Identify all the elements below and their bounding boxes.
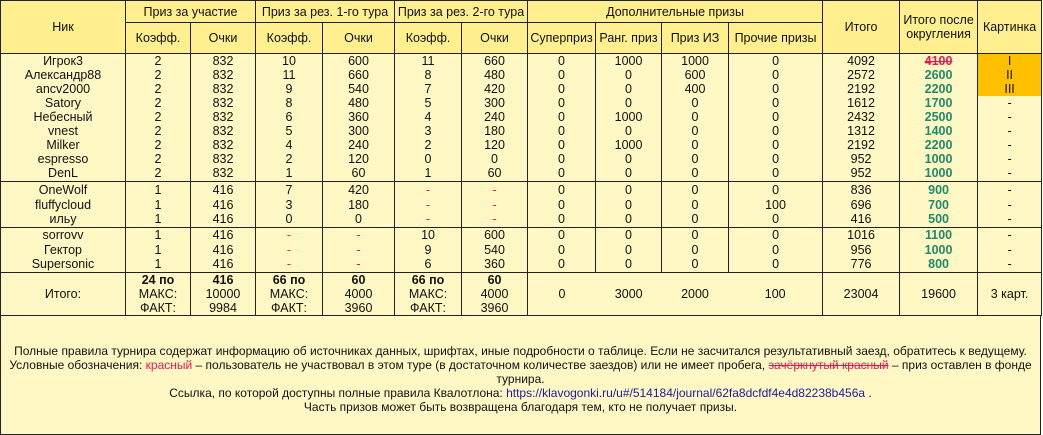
cell-nick: OneWolf xyxy=(1,182,126,198)
totals-pictures: 3 карт. xyxy=(978,273,1042,316)
cell-coef-3: 8 xyxy=(395,68,462,82)
cell-points-1: 416 xyxy=(191,227,256,243)
cell-nick: fluffycloud xyxy=(1,198,126,212)
totals-value: 416 xyxy=(212,273,234,287)
cell-rank-prize: 1000 xyxy=(596,110,662,124)
cell-points-1: 832 xyxy=(191,68,256,82)
cell-iz-prize: 400 xyxy=(662,82,729,96)
cell-total: 2572 xyxy=(823,68,900,82)
table-row xyxy=(1,124,1042,138)
cell-coef-1: 2 xyxy=(126,166,191,182)
table-row xyxy=(1,152,1042,166)
totals-rank-prize: 3000 xyxy=(614,287,643,301)
cell-coef-1: 2 xyxy=(126,96,191,110)
totals-g2-left xyxy=(256,273,323,316)
cell-iz-prize: 0 xyxy=(662,227,729,243)
header-picture: Картинка xyxy=(978,1,1042,54)
header-nick: Ник xyxy=(1,1,126,54)
cell-coef-3: - xyxy=(395,212,462,228)
cell-rounded: 4100 xyxy=(900,54,978,69)
header-points-2: Очки xyxy=(323,23,395,54)
cell-rank-prize: 1000 xyxy=(596,138,662,152)
cell-points-2: 0 xyxy=(323,212,395,228)
header-total-rounded-l2: округления xyxy=(906,27,971,41)
cell-points-3: 600 xyxy=(462,227,528,243)
header-rank-prize: Ранг. приз xyxy=(596,23,662,54)
table-row xyxy=(1,138,1042,152)
table-body xyxy=(1,54,1042,273)
cell-points-1: 416 xyxy=(191,243,256,257)
cell-iz-prize: 0 xyxy=(662,198,729,212)
cell-superprize: 0 xyxy=(528,54,596,69)
cell-total: 2432 xyxy=(823,110,900,124)
cell-superprize: 0 xyxy=(528,166,596,182)
cell-coef-2: - xyxy=(256,227,323,243)
header-total-rounded xyxy=(900,1,978,54)
table-row xyxy=(1,243,1042,257)
cell-other-prizes: 0 xyxy=(729,212,823,228)
notes-line-link xyxy=(1,386,1040,400)
cell-points-1: 832 xyxy=(191,96,256,110)
cell-iz-prize: 0 xyxy=(662,243,729,257)
totals-g3-left xyxy=(395,273,462,316)
cell-points-1: 832 xyxy=(191,152,256,166)
cell-points-3: 180 xyxy=(462,124,528,138)
cell-total: 2192 xyxy=(823,138,900,152)
table-row xyxy=(1,212,1042,228)
header-coef-3: Коэфф. xyxy=(395,23,462,54)
cell-coef-1: 2 xyxy=(126,68,191,82)
cell-coef-1: 1 xyxy=(126,243,191,257)
cell-rounded: 800 xyxy=(900,257,978,273)
cell-picture: - xyxy=(978,198,1042,212)
cell-nick: Milker xyxy=(1,138,126,152)
totals-value: 3960 xyxy=(344,301,373,315)
header-extra: Дополнительные призы xyxy=(528,1,823,23)
cell-coef-2: - xyxy=(256,257,323,273)
cell-total: 952 xyxy=(823,152,900,166)
cell-points-1: 416 xyxy=(191,257,256,273)
cell-rounded: 1700 xyxy=(900,96,978,110)
cell-rank-prize: 0 xyxy=(596,82,662,96)
totals-value: 66 по xyxy=(272,273,306,287)
cell-coef-1: 2 xyxy=(126,110,191,124)
cell-points-2: 60 xyxy=(323,166,395,182)
totals-value: ФАКТ: xyxy=(271,301,307,315)
cell-superprize: 0 xyxy=(528,257,596,273)
cell-other-prizes: 0 xyxy=(729,124,823,138)
cell-rank-prize: 0 xyxy=(596,212,662,228)
cell-points-3: 120 xyxy=(462,138,528,152)
header-round1: Приз за рез. 1-го тура xyxy=(256,1,395,23)
cell-points-3: 480 xyxy=(462,68,528,82)
totals-total: 23004 xyxy=(823,273,900,316)
legend-text: – приз оставлен в фонде xyxy=(888,358,1032,372)
header-coef-2: Коэфф. xyxy=(256,23,323,54)
totals-value: МАКС: xyxy=(408,287,448,301)
totals-g3-right xyxy=(462,273,528,316)
totals-value: 4000 xyxy=(344,287,373,301)
cell-coef-2: 4 xyxy=(256,138,323,152)
cell-coef-1: 1 xyxy=(126,212,191,228)
cell-total: 1016 xyxy=(823,227,900,243)
cell-other-prizes: 0 xyxy=(729,182,823,198)
table-row xyxy=(1,82,1042,96)
cell-picture: - xyxy=(978,182,1042,198)
cell-rank-prize: 0 xyxy=(596,227,662,243)
cell-coef-3: 1 xyxy=(395,166,462,182)
cell-superprize: 0 xyxy=(528,227,596,243)
cell-coef-2: 0 xyxy=(256,212,323,228)
cell-coef-1: 1 xyxy=(126,257,191,273)
header-other-prizes: Прочие призы xyxy=(729,23,823,54)
cell-points-2: 300 xyxy=(323,124,395,138)
totals-other-prizes: 100 xyxy=(764,287,786,301)
cell-picture: - xyxy=(978,152,1042,166)
cell-coef-2: 2 xyxy=(256,152,323,166)
cell-total: 2192 xyxy=(823,82,900,96)
table-row xyxy=(1,166,1042,182)
cell-nick: sorrovv xyxy=(1,227,126,243)
cell-coef-1: 2 xyxy=(126,82,191,96)
notes-line-legend xyxy=(1,358,1040,372)
cell-rounded: 2500 xyxy=(900,110,978,124)
cell-superprize: 0 xyxy=(528,124,596,138)
cell-nick: Игрок3 xyxy=(1,54,126,69)
cell-iz-prize: 0 xyxy=(662,124,729,138)
cell-nick: vnest xyxy=(1,124,126,138)
table-row xyxy=(1,96,1042,110)
cell-coef-3: 10 xyxy=(395,227,462,243)
totals-value: МАКС: xyxy=(138,287,178,301)
cell-nick: DenL xyxy=(1,166,126,182)
totals-value: ФАКТ: xyxy=(140,301,176,315)
cell-iz-prize: 0 xyxy=(662,166,729,182)
cell-points-3: 360 xyxy=(462,257,528,273)
table-row xyxy=(1,182,1042,198)
cell-points-2: - xyxy=(323,227,395,243)
cell-total: 776 xyxy=(823,257,900,273)
cell-superprize: 0 xyxy=(528,68,596,82)
totals-value: 4000 xyxy=(480,287,509,301)
cell-other-prizes: 0 xyxy=(729,152,823,166)
cell-points-1: 416 xyxy=(191,182,256,198)
totals-row xyxy=(1,273,1042,316)
cell-rounded: 1100 xyxy=(900,227,978,243)
cell-points-2: 600 xyxy=(323,54,395,69)
header-participation: Приз за участие xyxy=(126,1,256,23)
cell-other-prizes: 0 xyxy=(729,110,823,124)
cell-coef-2: 11 xyxy=(256,68,323,82)
table-row xyxy=(1,227,1042,243)
cell-rank-prize: 1000 xyxy=(596,54,662,69)
cell-superprize: 0 xyxy=(528,243,596,257)
cell-rounded: 2200 xyxy=(900,138,978,152)
cell-coef-1: 1 xyxy=(126,182,191,198)
cell-coef-2: 6 xyxy=(256,110,323,124)
link-label: Ссылка, по которой доступны полные правила Квалотлона: xyxy=(169,386,507,400)
notes-panel xyxy=(0,315,1041,435)
cell-coef-2: 3 xyxy=(256,198,323,212)
cell-coef-1: 2 xyxy=(126,124,191,138)
cell-coef-1: 2 xyxy=(126,152,191,166)
cell-picture: - xyxy=(978,166,1042,182)
cell-iz-prize: 0 xyxy=(662,182,729,198)
cell-other-prizes: 0 xyxy=(729,166,823,182)
cell-points-1: 832 xyxy=(191,138,256,152)
cell-coef-3: 7 xyxy=(395,82,462,96)
cell-coef-2: 8 xyxy=(256,96,323,110)
totals-label: Итого: xyxy=(1,273,126,316)
totals-superprize: 0 xyxy=(558,287,566,301)
totals-value: 60 xyxy=(351,273,366,287)
cell-points-3: 240 xyxy=(462,110,528,124)
cell-picture: II xyxy=(978,68,1042,82)
cell-points-1: 832 xyxy=(191,110,256,124)
totals-value: ФАКТ: xyxy=(410,301,446,315)
cell-rank-prize: 0 xyxy=(596,124,662,138)
cell-points-2: 240 xyxy=(323,138,395,152)
totals-value: 9984 xyxy=(209,301,237,315)
cell-iz-prize: 1000 xyxy=(662,54,729,69)
table-row xyxy=(1,110,1042,124)
cell-iz-prize: 0 xyxy=(662,257,729,273)
cell-points-2: - xyxy=(323,243,395,257)
cell-other-prizes: 0 xyxy=(729,82,823,96)
totals-rounded: 19600 xyxy=(900,273,978,316)
cell-rank-prize: 0 xyxy=(596,68,662,82)
link-suffix: . xyxy=(865,386,872,400)
cell-coef-3: 6 xyxy=(395,257,462,273)
cell-rounded: 500 xyxy=(900,212,978,228)
cell-points-2: 540 xyxy=(323,82,395,96)
notes-line-return: Часть призов может быть возвращена благодаря тем, кто не получает призы. xyxy=(303,400,738,414)
cell-rank-prize: 0 xyxy=(596,243,662,257)
cell-points-2: 480 xyxy=(323,96,395,110)
cell-superprize: 0 xyxy=(528,82,596,96)
cell-coef-2: 1 xyxy=(256,166,323,182)
cell-picture: I xyxy=(978,54,1042,69)
cell-total: 836 xyxy=(823,182,900,198)
header-iz-prize: Приз ИЗ xyxy=(662,23,729,54)
cell-points-2: 360 xyxy=(323,110,395,124)
cell-rounded: 2200 xyxy=(900,82,978,96)
cell-rounded: 1000 xyxy=(900,243,978,257)
cell-superprize: 0 xyxy=(528,198,596,212)
cell-nick: Небесный xyxy=(1,110,126,124)
cell-points-3: 0 xyxy=(462,152,528,166)
header-superprize: Суперприз xyxy=(528,23,596,54)
header-coef-1: Коэфф. xyxy=(126,23,191,54)
cell-total: 416 xyxy=(823,212,900,228)
cell-picture: - xyxy=(978,227,1042,243)
legend-text: Условные обозначения: xyxy=(9,358,146,372)
cell-picture: - xyxy=(978,110,1042,124)
cell-superprize: 0 xyxy=(528,138,596,152)
cell-coef-2: 10 xyxy=(256,54,323,69)
cell-points-3: 420 xyxy=(462,82,528,96)
cell-picture: - xyxy=(978,96,1042,110)
cell-points-1: 832 xyxy=(191,124,256,138)
cell-coef-1: 1 xyxy=(126,227,191,243)
cell-points-1: 832 xyxy=(191,82,256,96)
cell-points-3: 60 xyxy=(462,166,528,182)
cell-points-1: 832 xyxy=(191,166,256,182)
cell-iz-prize: 0 xyxy=(662,138,729,152)
cell-total: 1612 xyxy=(823,96,900,110)
legend-red: красный xyxy=(145,358,193,372)
cell-rounded: 1000 xyxy=(900,166,978,182)
cell-nick: espresso xyxy=(1,152,126,166)
cell-other-prizes: 0 xyxy=(729,68,823,82)
table-row xyxy=(1,68,1042,82)
cell-superprize: 0 xyxy=(528,212,596,228)
cell-coef-3: 4 xyxy=(395,110,462,124)
notes-line-legend-cont: турнира. xyxy=(496,372,545,386)
cell-total: 696 xyxy=(823,198,900,212)
legend-text: – пользователь не участвовал в этом туре (в достаточном количестве заездов) или не имеет пробега, xyxy=(192,358,769,372)
cell-nick: Satory xyxy=(1,96,126,110)
cell-other-prizes: 0 xyxy=(729,138,823,152)
cell-rank-prize: 0 xyxy=(596,182,662,198)
totals-value: 66 по xyxy=(411,273,445,287)
cell-coef-3: 11 xyxy=(395,54,462,69)
totals-value: 3960 xyxy=(480,301,509,315)
cell-coef-2: 5 xyxy=(256,124,323,138)
cell-coef-3: 2 xyxy=(395,138,462,152)
cell-coef-2: 7 xyxy=(256,182,323,198)
cell-rank-prize: 0 xyxy=(596,257,662,273)
cell-rounded: 1400 xyxy=(900,124,978,138)
cell-superprize: 0 xyxy=(528,152,596,166)
cell-points-3: - xyxy=(462,182,528,198)
totals-value: 10000 xyxy=(205,287,241,301)
cell-coef-3: 3 xyxy=(395,124,462,138)
cell-points-2: 660 xyxy=(323,68,395,82)
cell-picture: - xyxy=(978,243,1042,257)
notes-line-rules: Полные правила турнира содержат информацию об источниках данных, шрифтах, иные подробности о таблице. Если не засчитался результативный заезд, обратитесь к ведущему. xyxy=(14,344,1027,358)
cell-other-prizes: 0 xyxy=(729,96,823,110)
cell-coef-2: - xyxy=(256,243,323,257)
cell-other-prizes: 0 xyxy=(729,257,823,273)
cell-picture: - xyxy=(978,212,1042,228)
cell-points-3: 660 xyxy=(462,54,528,69)
table-row xyxy=(1,198,1042,212)
cell-points-1: 416 xyxy=(191,212,256,228)
header-round2: Приз за рез. 2-го тура xyxy=(395,1,528,23)
cell-rounded: 700 xyxy=(900,198,978,212)
cell-picture: - xyxy=(978,138,1042,152)
totals-value: МАКС: xyxy=(269,287,309,301)
cell-nick: ильу xyxy=(1,212,126,228)
cell-total: 1312 xyxy=(823,124,900,138)
cell-points-2: 120 xyxy=(323,152,395,166)
cell-points-2: 180 xyxy=(323,198,395,212)
header-total-rounded-l1: Итого после xyxy=(903,13,974,27)
totals-g1-right xyxy=(191,273,256,316)
header-total: Итого xyxy=(823,1,900,54)
cell-other-prizes: 100 xyxy=(729,198,823,212)
cell-points-1: 416 xyxy=(191,198,256,212)
cell-coef-3: 0 xyxy=(395,152,462,166)
cell-rank-prize: 0 xyxy=(596,166,662,182)
cell-coef-2: 9 xyxy=(256,82,323,96)
header-points-1: Очки xyxy=(191,23,256,54)
cell-rank-prize: 0 xyxy=(596,152,662,166)
cell-iz-prize: 0 xyxy=(662,110,729,124)
totals-value: 24 по xyxy=(141,273,175,287)
cell-nick: Гектор xyxy=(1,243,126,257)
cell-picture: - xyxy=(978,257,1042,273)
cell-picture: III xyxy=(978,82,1042,96)
cell-coef-1: 2 xyxy=(126,54,191,69)
rules-link[interactable]: https://klavogonki.ru/u#/514184/journal/62fa8dcfdf4e4d82238b456a xyxy=(506,386,866,400)
cell-rounded: 1000 xyxy=(900,152,978,166)
cell-coef-3: 9 xyxy=(395,243,462,257)
totals-g2-right xyxy=(323,273,395,316)
totals-iz-prize: 2000 xyxy=(681,287,709,301)
cell-iz-prize: 0 xyxy=(662,212,729,228)
legend-struck-red: зачёркнутый красный xyxy=(768,358,889,372)
cell-rounded: 2600 xyxy=(900,68,978,82)
table-row xyxy=(1,257,1042,273)
cell-picture: - xyxy=(978,124,1042,138)
totals-g1-left xyxy=(126,273,191,316)
cell-points-2: 420 xyxy=(323,182,395,198)
cell-points-3: - xyxy=(462,212,528,228)
cell-coef-3: - xyxy=(395,198,462,212)
cell-total: 956 xyxy=(823,243,900,257)
cell-points-3: 300 xyxy=(462,96,528,110)
cell-other-prizes: 0 xyxy=(729,227,823,243)
cell-rank-prize: 0 xyxy=(596,198,662,212)
cell-coef-1: 2 xyxy=(126,138,191,152)
cell-nick: Supersonic xyxy=(1,257,126,273)
cell-points-2: - xyxy=(323,257,395,273)
cell-iz-prize: 600 xyxy=(662,68,729,82)
cell-coef-1: 1 xyxy=(126,198,191,212)
header-points-3: Очки xyxy=(462,23,528,54)
cell-superprize: 0 xyxy=(528,110,596,124)
cell-points-3: - xyxy=(462,198,528,212)
cell-other-prizes: 0 xyxy=(729,54,823,69)
totals-extra xyxy=(528,273,823,316)
cell-iz-prize: 0 xyxy=(662,152,729,166)
cell-superprize: 0 xyxy=(528,182,596,198)
cell-nick: ancv2000 xyxy=(1,82,126,96)
cell-coef-3: - xyxy=(395,182,462,198)
cell-iz-prize: 0 xyxy=(662,96,729,110)
cell-rank-prize: 0 xyxy=(596,96,662,110)
cell-total: 952 xyxy=(823,166,900,182)
cell-total: 4092 xyxy=(823,54,900,69)
cell-points-3: 540 xyxy=(462,243,528,257)
cell-superprize: 0 xyxy=(528,96,596,110)
totals-value: 60 xyxy=(487,273,502,287)
cell-rounded: 900 xyxy=(900,182,978,198)
cell-nick: Александр88 xyxy=(1,68,126,82)
table-row xyxy=(1,54,1042,69)
cell-points-1: 832 xyxy=(191,54,256,69)
cell-other-prizes: 0 xyxy=(729,243,823,257)
cell-coef-3: 5 xyxy=(395,96,462,110)
